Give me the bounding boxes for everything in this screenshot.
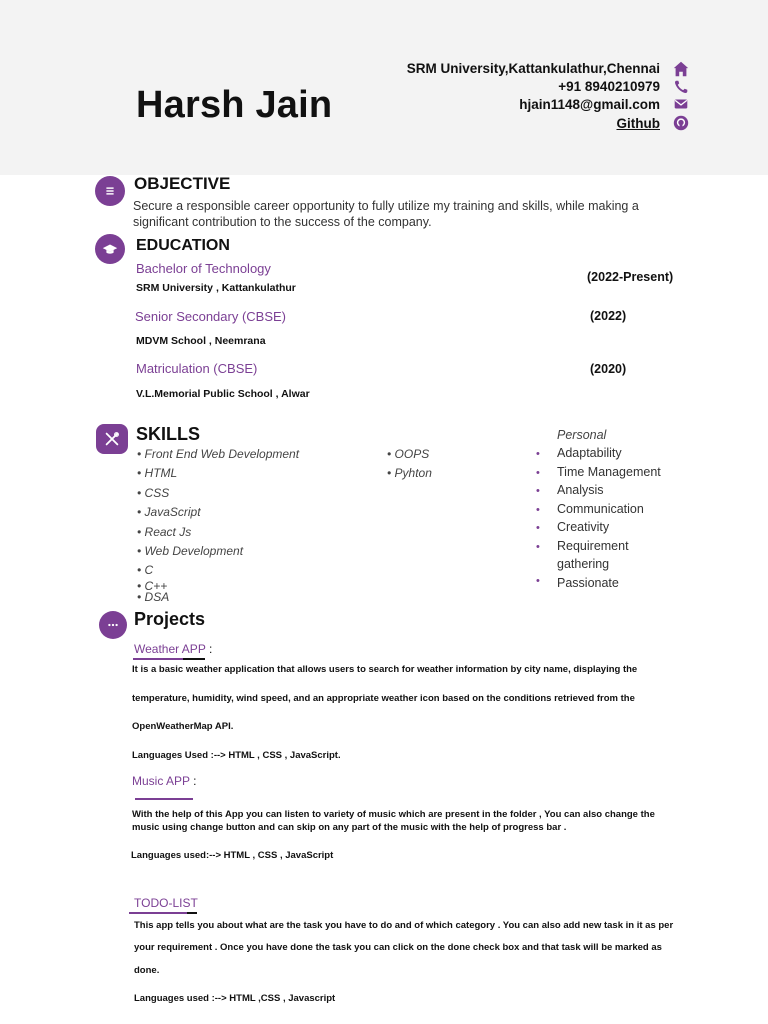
project-name: Weather APP (134, 642, 206, 656)
ellipsis-icon (99, 611, 127, 639)
bullet-icon: • (536, 575, 540, 587)
tools-icon (96, 424, 128, 454)
skill-item: • Pyhton (387, 466, 432, 480)
home-icon (672, 60, 690, 78)
skill-item: • C (137, 563, 154, 577)
project-title (132, 774, 196, 788)
education-degree: Bachelor of Technology (136, 261, 271, 276)
project-underline (129, 912, 187, 914)
project-underline (187, 912, 197, 914)
objective-icon (95, 176, 125, 206)
education-year: (2022-Present) (587, 270, 674, 284)
project-description-line: This app tells you about what are the task you have to do and of which category . You can also add new task in it as per (134, 920, 674, 931)
project-description-line: temperature, humidity, wind speed, and an appropriate weather icon based on the conditions retrieved from the (132, 693, 635, 704)
phone-icon (672, 78, 690, 96)
project-description-line: music using change button and can skip on any part of the music with the help of progress bar . (132, 822, 567, 833)
skill-item: • C++ (137, 579, 168, 593)
education-degree: Senior Secondary (CBSE) (135, 309, 287, 324)
skill-item: • CSS (137, 486, 170, 500)
personal-skill: gathering (557, 557, 610, 571)
objective-line: Secure a responsible career opportunity to fully utilize my training and skills, while making a (133, 199, 639, 213)
project-languages: Languages used :--> HTML ,CSS , Javascript (134, 993, 336, 1004)
education-school: SRM University , Kattankulathur (136, 282, 296, 294)
skill-item: • DSA (137, 590, 170, 604)
project-colon: : (189, 774, 197, 788)
skills-title: SKILLS (136, 424, 201, 444)
candidate-name: Harsh Jain (136, 84, 333, 126)
objective-title: OBJECTIVE (134, 174, 231, 193)
github-icon[interactable] (672, 114, 690, 132)
personal-skill: Communication (557, 502, 644, 516)
bullet-icon: • (536, 467, 540, 479)
skill-item: • Web Development (137, 544, 244, 558)
phone-text: +91 8940210979 (558, 79, 660, 94)
personal-skill: Analysis (557, 483, 604, 497)
project-description-line: It is a basic weather application that allows users to search for weather information by city name, displaying the (132, 664, 638, 675)
education-year: (2020) (590, 362, 627, 376)
project-name: TODO-LIST (134, 896, 198, 910)
project-name: Music APP (132, 774, 190, 788)
email-text[interactable]: hjain1148@gmail.com (519, 97, 660, 112)
skill-item: • React Js (137, 525, 192, 539)
education-school: MDVM School , Neemrana (136, 335, 266, 347)
project-title (134, 896, 198, 910)
personal-skill: Creativity (557, 520, 610, 534)
education-title: EDUCATION (136, 237, 230, 254)
personal-skills-heading: Personal (557, 428, 607, 442)
graduation-cap-icon (95, 234, 125, 264)
education-year: (2022) (590, 309, 627, 323)
bullet-icon: • (536, 485, 540, 497)
personal-skill: Time Management (557, 465, 661, 479)
project-description-line: done. (134, 965, 160, 976)
project-title (134, 642, 212, 656)
project-colon: : (205, 642, 213, 656)
personal-skill: Passionate (557, 576, 619, 590)
objective-line: significant contribution to the success of the company. (133, 215, 432, 229)
address-text: SRM University,Kattankulathur,Chennai (406, 61, 660, 76)
personal-skill: Requirement (557, 539, 629, 553)
project-description-line: OpenWeatherMap API. (132, 721, 234, 732)
bullet-icon: • (536, 504, 540, 516)
skill-item: • Front End Web Development (137, 447, 300, 461)
personal-skill: Adaptability (557, 446, 622, 460)
objective-text (133, 198, 693, 230)
projects-title: Projects (134, 609, 206, 629)
project-underline (183, 658, 205, 660)
project-languages: Languages Used :--> HTML , CSS , JavaScript. (132, 750, 341, 761)
skill-item: • JavaScript (137, 505, 201, 519)
education-degree: Matriculation (CBSE) (136, 361, 258, 376)
skill-item: • OOPS (387, 447, 430, 461)
skill-item: • HTML (137, 466, 178, 480)
github-link[interactable]: Github (616, 116, 660, 131)
education-school: V.L.Memorial Public School , Alwar (136, 388, 310, 400)
project-description-line: With the help of this App you can listen to variety of music which are present in the folder , You can also change the (132, 809, 655, 820)
bullet-icon: • (536, 522, 540, 534)
project-underline (135, 798, 193, 800)
bullet-icon: • (536, 541, 540, 553)
email-icon (672, 95, 690, 113)
project-languages: Languages used:--> HTML , CSS , JavaScript (131, 850, 334, 861)
bullet-icon: • (536, 448, 540, 460)
project-description-line: your requirement . Once you have done the task you can click on the done check box and that task will be marked as (134, 942, 662, 953)
project-underline (133, 658, 183, 660)
